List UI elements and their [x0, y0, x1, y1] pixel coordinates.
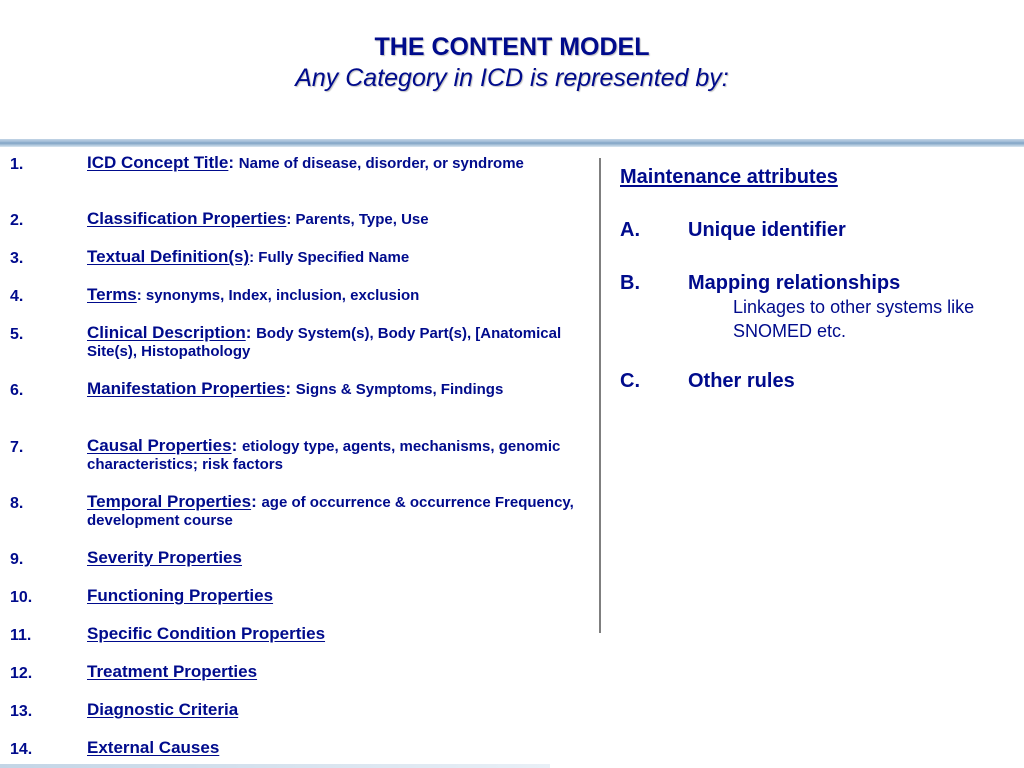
item-number: 4.	[10, 288, 24, 305]
list-item	[0, 153, 590, 209]
item-number: 10.	[10, 589, 33, 606]
title-text: THE CONTENT MODEL	[374, 33, 650, 61]
item-term: Temporal Properties	[87, 492, 252, 511]
item-term: Functioning Properties	[87, 586, 274, 605]
item-separator: :	[245, 323, 257, 342]
item-number: 6.	[10, 382, 24, 399]
list-item	[0, 436, 590, 492]
item-number: 7.	[10, 439, 24, 456]
item-description: : Parents, Type, Use	[286, 211, 429, 228]
maintenance-panel	[620, 166, 1020, 393]
item-separator: :	[285, 379, 296, 398]
item-sub-description: Linkages to other systems like SNOMED etc.	[733, 297, 975, 341]
list-item	[0, 379, 590, 436]
item-description: etiology type, agents, mechanisms, genomic characteristics; risk factors	[87, 438, 561, 473]
item-number: 1.	[10, 156, 24, 173]
list-item	[0, 247, 590, 285]
item-separator: :	[228, 153, 239, 172]
list-item	[0, 738, 590, 768]
item-label: Unique identifier	[688, 219, 846, 241]
subtitle-text: Any Category in ICD is represented by:	[295, 64, 729, 92]
item-term: ICD Concept Title	[87, 153, 229, 172]
list-item	[0, 285, 590, 323]
item-number: 3.	[10, 250, 24, 267]
item-description: Name of disease, disorder, or syndrome	[238, 155, 524, 172]
list-item	[0, 323, 590, 379]
item-number: 8.	[10, 495, 24, 512]
item-term: Causal Properties	[87, 436, 232, 455]
item-label: Other rules	[688, 370, 795, 392]
maintenance-heading: Maintenance attributes	[620, 166, 838, 188]
item-separator: :	[251, 492, 262, 511]
item-term: Specific Condition Properties	[87, 624, 326, 643]
item-term: Terms	[87, 285, 137, 304]
list-item	[0, 492, 590, 548]
title-divider	[0, 139, 1024, 147]
item-term: Classification Properties	[87, 209, 287, 228]
list-item	[0, 624, 590, 662]
list-item	[0, 209, 590, 247]
item-number: 9.	[10, 551, 24, 568]
item-number: 12.	[10, 665, 33, 682]
item-description: Body System(s), Body Part(s), [Anatomical Site(s), Histopathology	[87, 325, 562, 360]
item-letter: C.	[620, 370, 640, 392]
item-number: 14.	[10, 741, 33, 758]
list-item	[0, 662, 590, 700]
item-description: age of occurrence & occurrence Frequency, development course	[87, 494, 574, 529]
column-divider	[599, 158, 601, 633]
maintenance-item	[620, 219, 1020, 242]
list-item	[0, 700, 590, 738]
item-term: Clinical Description	[87, 323, 246, 342]
item-term: Manifestation Properties	[87, 379, 286, 398]
list-item	[0, 586, 590, 624]
item-description: : synonyms, Index, inclusion, exclusion	[136, 287, 420, 304]
item-description: : Fully Specified Name	[249, 249, 410, 266]
maintenance-item	[620, 272, 1020, 343]
item-label: Mapping relationships	[688, 272, 901, 294]
item-term: External Causes	[87, 738, 220, 757]
item-letter: A.	[620, 219, 640, 241]
item-term: Treatment Properties	[87, 662, 258, 681]
item-number: 5.	[10, 326, 24, 343]
item-number: 11.	[10, 627, 32, 644]
content-model-list	[0, 153, 590, 768]
list-item	[0, 548, 590, 586]
slide-title	[0, 32, 1024, 94]
item-number: 2.	[10, 212, 24, 229]
item-description: Signs & Symptoms, Findings	[295, 381, 504, 398]
item-term: Textual Definition(s)	[87, 247, 250, 266]
maintenance-item	[620, 370, 1020, 393]
item-letter: B.	[620, 272, 640, 294]
item-separator: :	[231, 436, 242, 455]
item-term: Diagnostic Criteria	[87, 700, 239, 719]
item-number: 13.	[10, 703, 33, 720]
item-term: Severity Properties	[87, 548, 242, 567]
